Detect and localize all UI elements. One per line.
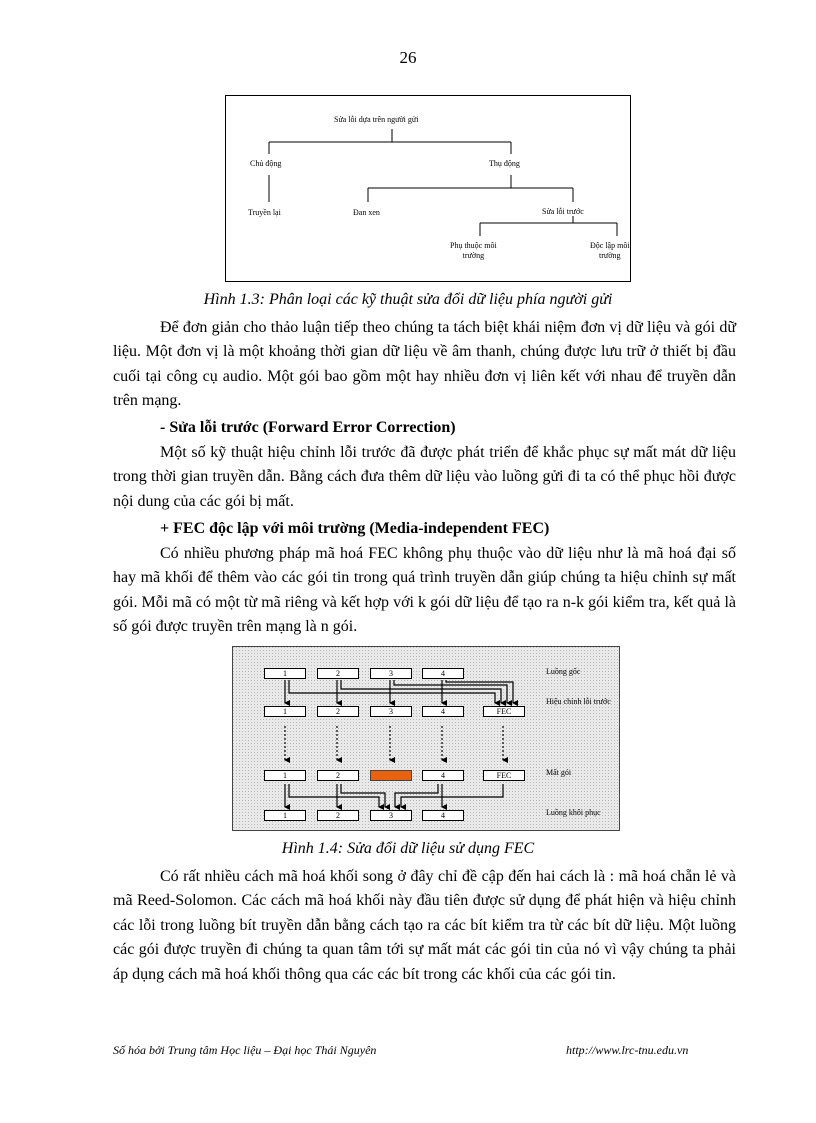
node-retransmission: Truyền lại — [248, 208, 281, 217]
paragraph-block-codes-text: Có rất nhiều cách mã hoá khối song ở đây chỉ đề cập đến hai cách là : mã hoá chẵn lẻ và mã Reed-Solomon. Các cách mã hoá khối này đầu tiên được sử dụng để phát hiện và hiệu chỉnh các lỗi trong luồng bít truyền dẫn bằng cách tạo ra các bít kiểm tra từ các bít dữ liệu. Một luồng các gói được truyền đi chúng ta quan tâm tới sự mất mát các gói tin của nó vì vậy chúng ta phải áp dụng cách mã hoá khối thông qua các các bít trong các khối của các gói tin. — [113, 868, 736, 983]
received-packet: 2 — [317, 770, 359, 781]
received-fec-packet: FEC — [483, 770, 525, 781]
original-packet: 4 — [422, 668, 464, 679]
node-passive: Thụ động — [489, 159, 520, 168]
footer-digitized-by: Số hóa bởi Trung tâm Học liệu – Đại học Thái Nguyên — [113, 1043, 377, 1057]
original-packet: 2 — [317, 668, 359, 679]
node-interleaving: Đan xen — [353, 208, 380, 217]
label-original-stream: Luồng gốc — [546, 667, 581, 676]
label-forward-error-correction: Hiệu chỉnh lỗi trước — [546, 697, 611, 706]
original-packet: 3 — [370, 668, 412, 679]
paragraph-fec-intro — [113, 441, 736, 514]
classification-tree-figure — [225, 95, 631, 282]
fec-diagram — [232, 646, 620, 831]
recovered-packet: 1 — [264, 810, 306, 821]
paragraph-media-independent-text: Có nhiều phương pháp mã hoá FEC không phụ thuộc vào dữ liệu như là mã hoá đại số hay mã khối để thêm vào các gói tin trong quá trình truyền dẫn giúp chúng ta hiệu chỉnh sự mất gói. Mỗi mã có một từ mã riêng và kết hợp với k gói dữ liệu để tạo ra n-k gói kiểm tra, kết quả là số gói được truyền trên mạng là n gói. — [113, 545, 736, 636]
tree-connectors — [226, 96, 632, 283]
label-packet-loss: Mất gói — [546, 768, 572, 777]
heading-forward-error-correction: - Sửa lỗi trước (Forward Error Correction) — [160, 419, 456, 436]
fec-stream-packet: 2 — [317, 706, 359, 717]
node-forward-error-correction: Sửa lỗi trước — [542, 207, 584, 216]
paragraph-block-codes — [113, 865, 736, 987]
recovered-packet: 2 — [317, 810, 359, 821]
paragraph-media-independent — [113, 542, 736, 640]
footer-url: http://www.lrc-tnu.edu.vn — [566, 1043, 689, 1057]
node-media-dependent — [450, 241, 497, 261]
figure-1-3-caption: Hình 1.3: Phân loại các kỹ thuật sửa đổi dữ liệu phía người gửi — [203, 291, 613, 308]
paragraph-data-unit-text: Để đơn giản cho thảo luận tiếp theo chúng ta tách biệt khái niệm đơn vị dữ liệu và gói dữ liệu. Một đơn vị là một khoảng thời gian dữ liệu về âm thanh, chúng được lưu trữ ở thiết bị đầu cuối tại công cụ audio. Một gói bao gồm một hay nhiều đơn vị liên kết với nhau để truyền dẫn trên mạng. — [113, 319, 736, 410]
recovered-packet: 4 — [422, 810, 464, 821]
paragraph-fec-intro-text: Một số kỹ thuật hiệu chỉnh lỗi trước đã được phát triển để khắc phục sự mất mát dữ liệu trong thời gian truyền dẫn. Bằng cách đưa thêm dữ liệu vào luồng gửi đi ta có thể phục hồi được nội dung của các gói bị mất. — [113, 444, 736, 510]
node-active: Chủ động — [250, 159, 282, 168]
fec-stream-packet: 3 — [370, 706, 412, 717]
lost-packet — [370, 770, 412, 781]
node-sender-based-repair: Sửa lỗi dựa trên người gửi — [334, 115, 419, 124]
fec-stream-packet: 4 — [422, 706, 464, 717]
node-media-independent-line2: trường — [599, 251, 621, 260]
recovered-packet: 3 — [370, 810, 412, 821]
page-number: 26 — [399, 48, 417, 67]
node-media-independent-line1: Độc lập môi — [590, 241, 630, 250]
label-recovered-stream: Luồng khôi phục — [546, 808, 601, 817]
fec-packet: FEC — [483, 706, 525, 717]
paragraph-data-unit — [113, 316, 736, 414]
node-media-dependent-line1: Phụ thuộc môi — [450, 241, 497, 250]
received-packet: 1 — [264, 770, 306, 781]
fec-stream-packet: 1 — [264, 706, 306, 717]
node-media-independent — [590, 241, 630, 261]
node-media-dependent-line2: trường — [462, 251, 485, 260]
heading-media-independent-fec: + FEC độc lập với môi trường (Media-independent FEC) — [160, 520, 550, 537]
figure-1-4-caption: Hình 1.4: Sửa đổi dữ liệu sử dụng FEC — [281, 840, 535, 857]
received-packet: 4 — [422, 770, 464, 781]
original-packet: 1 — [264, 668, 306, 679]
